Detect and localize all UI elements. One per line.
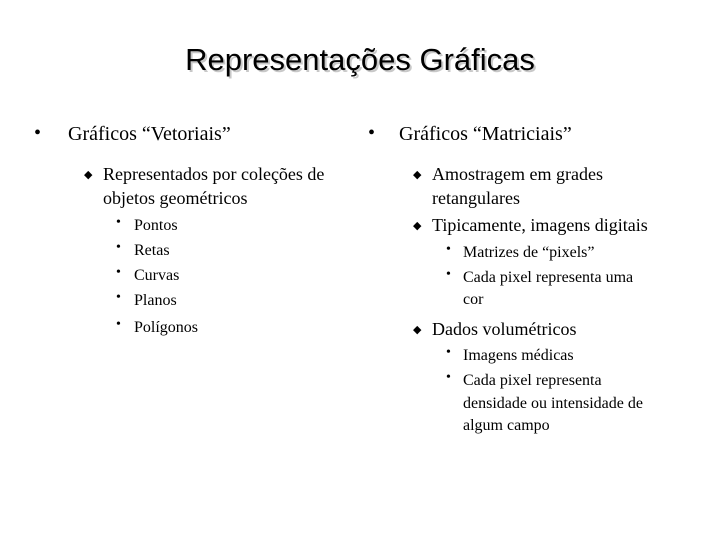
- bullet-dot-icon: •: [116, 290, 121, 305]
- diamond-bullet-icon: ◆: [413, 324, 422, 336]
- bullet-dot-icon: •: [368, 122, 376, 144]
- left-sub-line2: objetos geométricos: [103, 188, 248, 208]
- bullet-dot-icon: •: [446, 345, 451, 360]
- bullet-dot-icon: •: [116, 265, 121, 280]
- list-item: Planos: [134, 292, 177, 309]
- slide-title: Representações Gráficas: [185, 42, 535, 77]
- bullet-dot-icon: •: [446, 370, 451, 385]
- right-sub1-line1: Amostragem em grades: [432, 164, 603, 184]
- list-item-cont: algum campo: [463, 417, 550, 434]
- right-sub2: Tipicamente, imagens digitais: [432, 215, 648, 235]
- diamond-bullet-icon: ◆: [413, 220, 422, 232]
- list-item: Polígonos: [134, 319, 199, 336]
- right-sub1-line2: retangulares: [432, 188, 520, 208]
- bullet-dot-icon: •: [116, 317, 121, 332]
- list-item: Matrizes de “pixels”: [463, 244, 595, 261]
- diamond-bullet-icon: ◆: [413, 169, 422, 181]
- right-sub3: Dados volumétricos: [432, 319, 577, 339]
- list-item-cont: cor: [463, 291, 484, 308]
- bullet-dot-icon: •: [116, 240, 121, 255]
- bullet-dot-icon: •: [446, 267, 451, 282]
- right-heading: Gráficos “Matriciais”: [399, 123, 572, 145]
- list-item: Retas: [134, 242, 170, 259]
- left-heading: Gráficos “Vetoriais”: [68, 123, 231, 145]
- bullet-dot-icon: •: [446, 242, 451, 257]
- list-item: Imagens médicas: [463, 347, 574, 364]
- list-item: Curvas: [134, 267, 180, 284]
- bullet-dot-icon: •: [34, 122, 42, 144]
- list-item: Cada pixel representa uma: [463, 269, 634, 286]
- list-item: Pontos: [134, 217, 178, 234]
- diamond-bullet-icon: ◆: [84, 169, 93, 181]
- list-item-cont: densidade ou intensidade de: [463, 395, 643, 412]
- bullet-dot-icon: •: [116, 215, 121, 230]
- left-sub-line1: Representados por coleções de: [103, 164, 325, 184]
- list-item: Cada pixel representa: [463, 372, 602, 389]
